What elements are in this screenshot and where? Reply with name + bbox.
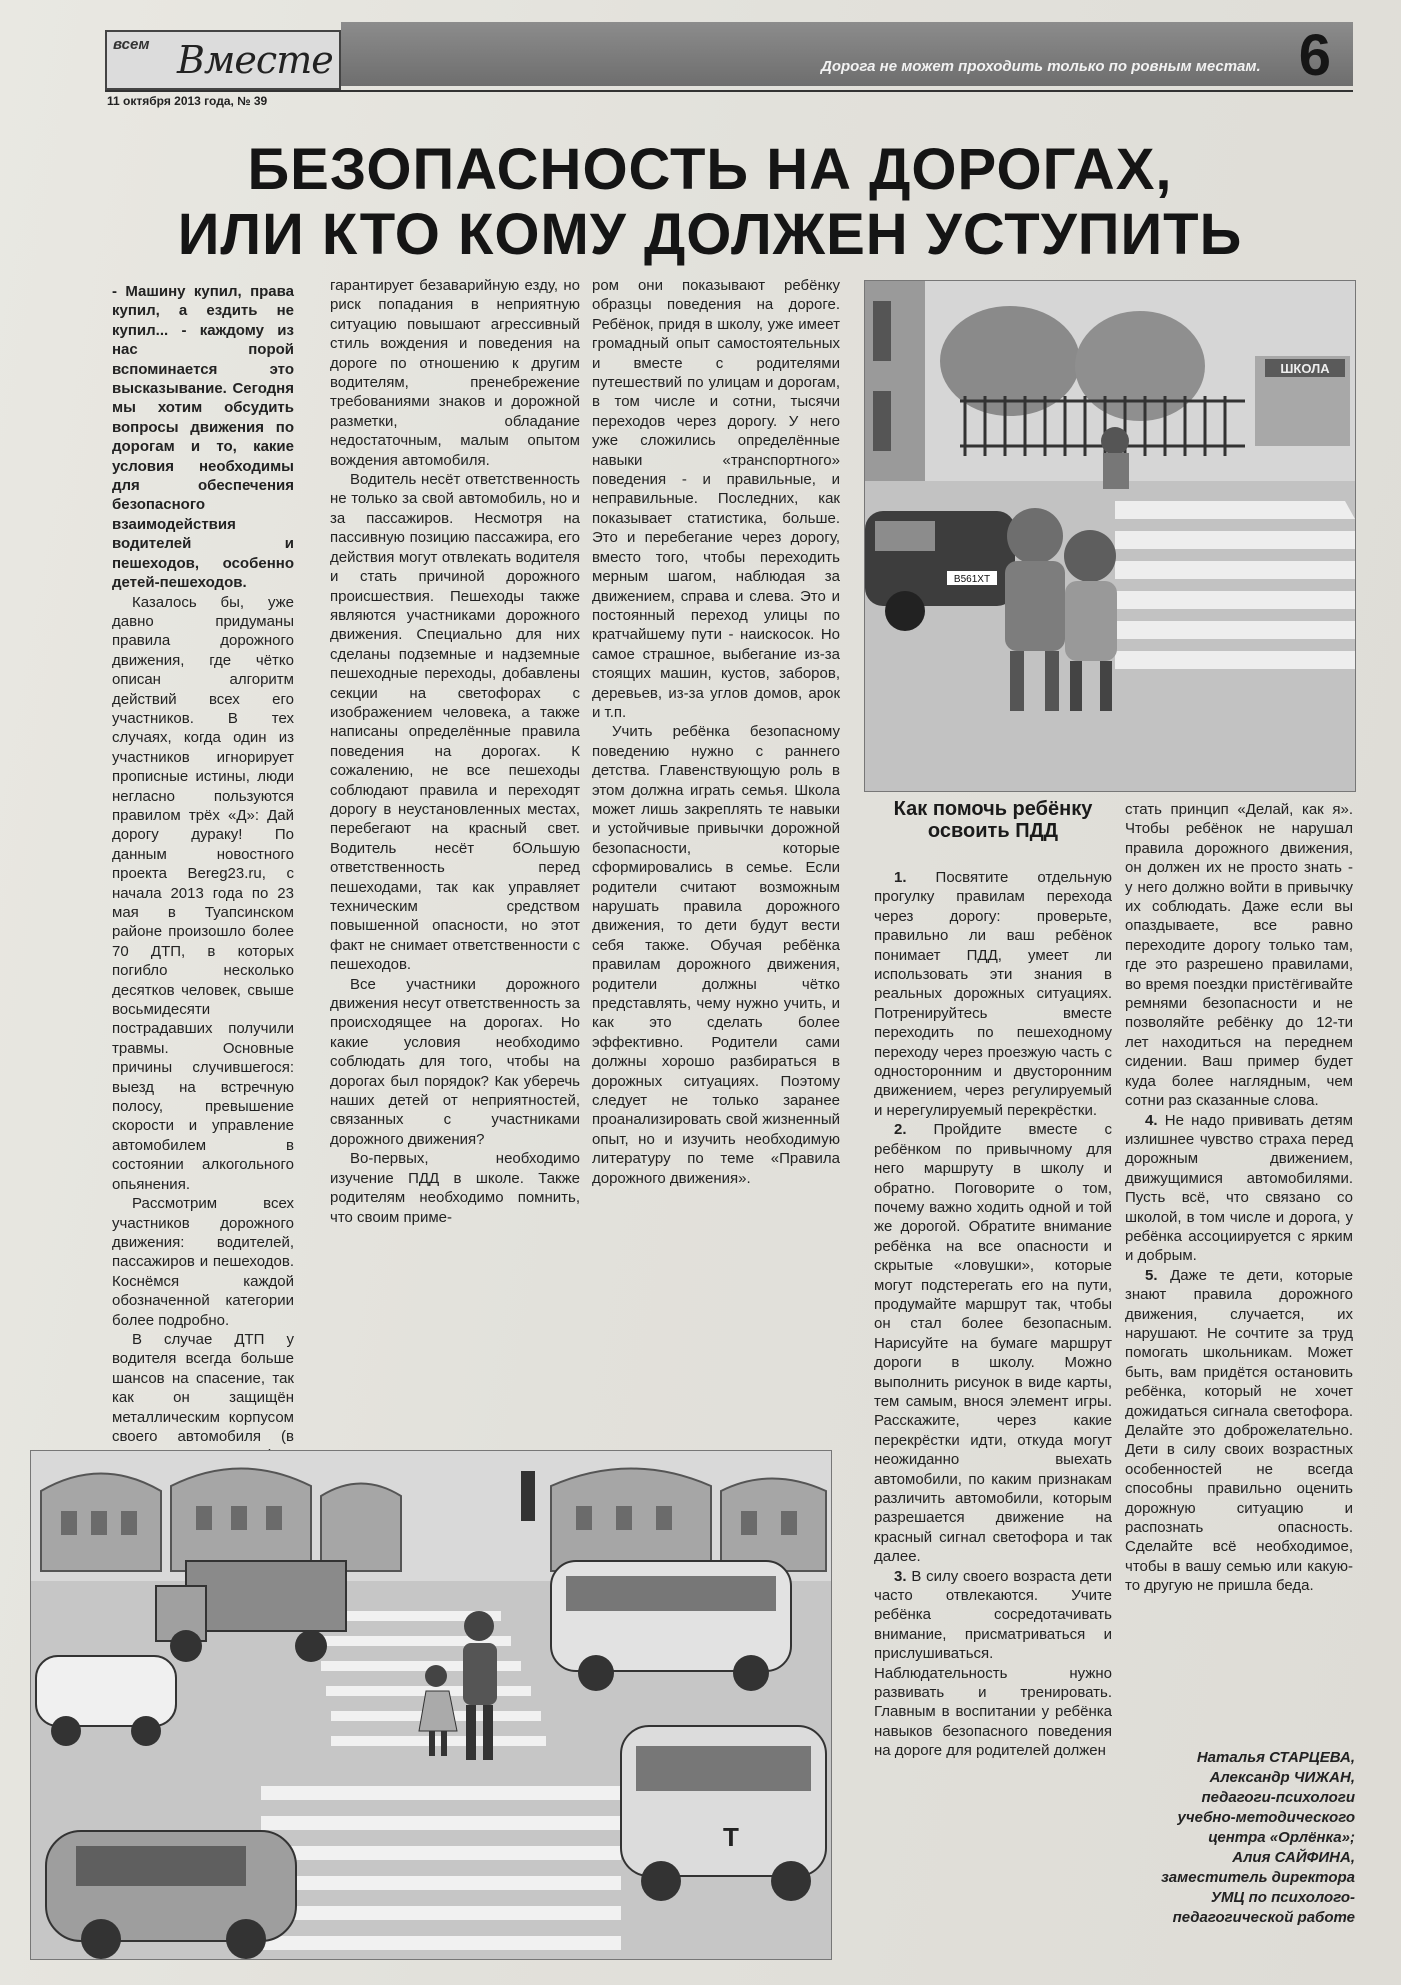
newspaper-logo: [105, 30, 341, 90]
sidebar-item: 4. Не надо прививать детям излишнее чувство страха перед дорожным движением, движущимися автомобилями. Пусть всё, что связано со школой, в том числе и дорога, у ребёнка ассоциируется с ярким и добрым.: [1125, 1111, 1353, 1265]
illustration-street-scene-drawing: [31, 1451, 831, 1959]
running-child: [1101, 427, 1129, 489]
logo-big-text: Вместе: [177, 38, 333, 82]
paragraph: гарантирует безаварийную езду, но риск попадания в неприятную ситуацию повышают агрессивный стиль вождения и поведения на дороге по отношению к другим водителям, пренебрежение требованиями знаков и дорожной разметки, обладание недостаточным, малым опытом вождения автомобиля.: [330, 277, 580, 469]
grey-car: [46, 1831, 296, 1959]
license-plate: В561ХТ: [953, 574, 991, 585]
sidebar-column-right: [1125, 800, 1353, 1596]
sidebar-item: 1. Посвятите отдельную прогулку правилам перехода через дорогу: проверьте, правильно ли ваш ребёнок понимает ПДД, умеет ли использовать эти знания в реальных дорожных ситуациях. Потренируйтесь вместе переходить по пешеходному переходу через проезжую часть с односторонним и двусторонним движением, через регулируемый и нерегулируемый перекрёстки.: [874, 869, 1112, 1119]
page-number: 6: [1298, 23, 1331, 88]
paragraph: Учить ребёнка безопасному поведению нужно с раннего детства. Главенствующую роль в этом должна играть семья. Школа может лишь закреплять те навыки и устойчивые привычки дорожной безопасности, которые сформировались в семье. Если родители считают возможным нарушать правила дорожного движения, то дети будут вести себя также. Обучая ребёнка правилам дорожного движения, родители должны чётко представлять, чему нужно учить, и как это сделать более эффективно. Родители сами должны хорошо разбираться в дорожных ситуациях. Поэтому следует не только заранее проанализировать свой жизненный опыт, но и изучить необходимую литературу по теме «Правила дорожного движения».: [592, 723, 840, 1187]
headline-line-2: ИЛИ КТО КОМУ ДОЛЖЕН УСТУПИТЬ: [177, 202, 1243, 267]
minibus: [551, 1561, 791, 1691]
illustration-children-crossing: [864, 280, 1356, 792]
paragraph: В случае ДТП у водителя всегда больше шансов на спасение, так как он защищён металлическим корпусом своего автомобиля (в: [112, 1330, 294, 1445]
article-column-3: [592, 276, 840, 1188]
sidebar-column: [874, 868, 1112, 1761]
issue-date: 11 октября 2013 года, № 39: [107, 94, 268, 108]
sidebar-item: 5. Даже те дети, которые знают правила дорожного движения, случается, их нарушают. Не сочтите за труд помогать школьникам. Может быть, вам придётся остановить ребёнка, который не хочет дожидаться сигнала светофора. Делайте это доброжелательно. Дети в силу своих возрастных особенностей не всегда способны правильно оценить дорожную ситуацию и распознать опасность. Сделайте всё необходимое, чтобы в вашу семью или какую-то другую не пришла беда.: [1125, 1266, 1353, 1595]
header-band: [341, 22, 1353, 86]
taxi-van: [621, 1726, 826, 1901]
paragraph: ром они показывают ребёнку образцы поведения на дороге. Ребёнок, придя в школу, уже имеет громадный опыт самостоятельных и вместе с родителями путешествий по улицам и дорогам, в том числе и сотни, тысячи переходов через дорогу. У него уже сложились определённые навыки «транспортного» поведения - и правильные, и неправильные. Последних, как показывает статистика, больше. Это и перебегание через дорогу, вместо того, чтобы переходить мерным шагом, наблюдая за движением, справа и слева. Это и постоянный переход улицы по кратчайшему пути - наискосок. Но самое страшное, выбегание из-за стоящих машин, кустов, заборов, деревьев, из-за углов домов, арок и т.п.: [592, 277, 840, 721]
author-signature: Наталья СТАРЦЕВА, Александр ЧИЖАН, педагоги-психологи учебно-методического центра «Орлёнка»; Алия САЙФИНА, заместитель директора УМЦ по психолого- педагогической работе: [1161, 1749, 1355, 1926]
article-lead: - Машину купил, права купил, а ездить не купил... - каждому из нас порой вспоминается это высказывание. Сегодня мы хотим обсудить вопросы движения по дорогам и то, какие условия необходимы для обеспечения безопасного взаимодействия водителей и пешеходов, особенно детей-пешеходов.: [112, 283, 294, 592]
sidebar-item: 2. Пройдите вместе с ребёнком по привычному для него маршруту в школу и обратно. Поговорите о том, почему важно ходить одной и той же дорогой. Обратите внимание ребёнка на все опасности и скрытые «ловушки», которые могут подстерегать его на пути, продумайте маршрут так, чтобы он стал более безопасным. Нарисуйте на бумаге маршрут дороги в школу. Можно выполнить рисунок в виде карты, тем самым, внося элемент игры. Расскажите, через какие перекрёстки идти, откуда могут неожиданно выехать автомобили, по каким признакам различить автомобили, которым разрешается движение на красный сигнал светофора и так далее.: [874, 1121, 1113, 1566]
sidebar-item: 3. В силу своего возраста дети часто отвлекаются. Учите ребёнка сосредотачивать внимание, присматриваться и прислушиваться. Наблюдательность нужно развивать и тренировать. Главным в воспитании у ребёнка навыков безопасного поведения на дороге для родителей должен: [874, 1567, 1113, 1760]
paragraph: Водитель несёт ответственность не только за свой автомобиль, но и за пассажиров. Несмотря на пассивную позицию пассажира, его действия могут отвлекать водителя и стать причиной дорожного происшествия. Пешеходы также являются участниками дорожного движения. Специально для них сделаны подземные и надземные пешеходные переходы, добавлены секции на светофорах с изображением человека, а также написаны определённые правила поведения на дорогах. К сожалению, не все пешеходы соблюдают правила и переходят дорогу в неустановленных местах, перебегают на красный свет. Водитель несёт бОльшую ответственность перед пешеходами, так как управляет техническим средством повышенной опасности, но этот факт не снимает ответственности с пешеходов.: [330, 471, 580, 974]
sidebar-title: Как помочь ребёнку освоить ПДД: [893, 798, 1093, 842]
paragraph: стать принцип «Делай, как я». Чтобы ребёнок не нарушал правила дорожного движения, он должен их не просто знать - у него должно войти в привычку их соблюдать. Даже если вы опаздываете, все равно переходите дорогу только там, где это разрешено правилами, во время поездки пристёгивайте ремнями безопасности и не позволяйте ребёнку до 12-ти лет находиться на переднем сидении. Ваш пример будет куда более наглядным, чем сотни раз сказанные слова.: [1125, 801, 1353, 1110]
logo-small-text: всем: [113, 36, 150, 53]
illustration-children-crossing-drawing: [865, 281, 1355, 791]
page-header: [105, 22, 1353, 118]
traffic-light: [521, 1471, 535, 1521]
illustration-street-scene: [30, 1450, 832, 1960]
paragraph: Во-первых, необходимо изучение ПДД в школе. Также родителям необходимо помнить, что своим приме-: [330, 1150, 580, 1226]
taxi-letter: Т: [723, 1822, 739, 1852]
paragraph: Рассмотрим всех участников дорожного движения: водителей, пассажиров и пешеходов. Коснёмся каждой обозначенной категории более подробно.: [112, 1195, 294, 1329]
school-sign: ШКОЛА: [1280, 361, 1330, 376]
header-slogan: Дорога не может проходить только по ровным местам.: [821, 58, 1261, 75]
paragraph: Казалось бы, уже давно придуманы правила дорожного движения, где чётко описан алгоритм действий всех его участников. В тех случаях, когда один из участников игнорирует прописные истины, люди негласно пользуются правилом трёх «Д»: Дай дорогу дураку! По данным новостного проекта Bereg23.ru, с начала 2013 года по 23 мая в Туапсинском районе произошло более 70 ДТП, в которых погибло несколько десятков человек, свыше восьмидесяти пострадавших получили травмы. Основные причины случившегося: выезд на встречную полосу, превышение скорости и управление автомобилем в состоянии алкогольного опьянения.: [112, 593, 294, 1193]
headline-line-1: БЕЗОПАСНОСТЬ НА ДОРОГАХ,: [247, 137, 1173, 202]
article-column-2: [330, 276, 580, 1227]
article-column-1: [112, 282, 294, 1621]
paragraph: Все участники дорожного движения несут ответственность за происходящее на дорогах. Но какие условия необходимо соблюдать для того, чтобы на дорогах был порядок? Как уберечь наших детей от неприятностей, связанных с участниками дорожного движения?: [330, 975, 580, 1148]
header-rule: [105, 90, 1353, 92]
